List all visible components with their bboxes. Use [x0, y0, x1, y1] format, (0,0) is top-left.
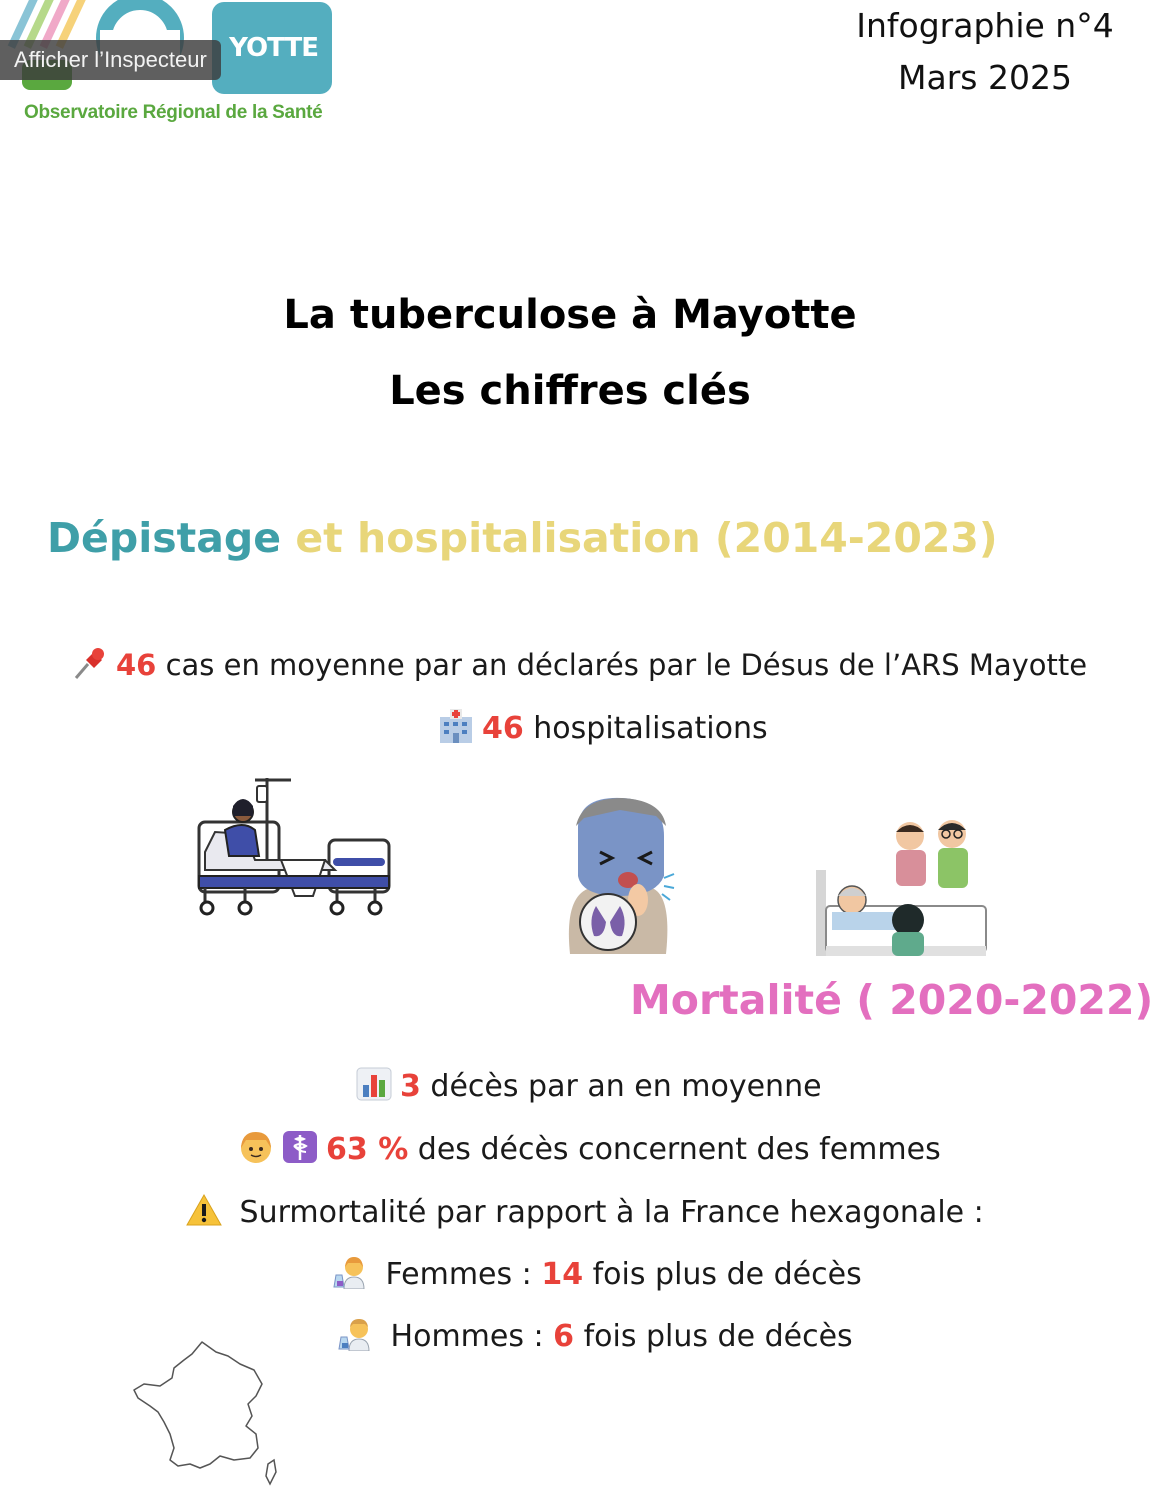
warning-icon	[186, 1193, 222, 1227]
fact-hospitalisations	[438, 709, 768, 749]
pushpin-icon	[72, 646, 108, 680]
section-title-part-teal: Dépistage	[47, 514, 282, 562]
fact-women-excess	[332, 1255, 862, 1295]
section-title-part-yellow: et hospitalisation (2014-2023)	[281, 514, 998, 562]
women-deaths-value: 63 %	[326, 1132, 409, 1167]
cases-value: 46	[116, 648, 157, 682]
section-title-screening	[47, 514, 998, 562]
fact-men-excess	[337, 1317, 853, 1357]
woman-scientist-icon	[332, 1255, 368, 1289]
deaths-value: 3	[400, 1069, 421, 1104]
fact-women-deaths	[238, 1130, 941, 1170]
show-inspector-button[interactable]: Afficher l’Inspecteur	[0, 40, 221, 80]
woman-icon	[238, 1130, 274, 1164]
hospital-text: hospitalisations	[523, 711, 768, 746]
page-title: La tuberculose à Mayotte	[283, 292, 857, 338]
family-visit-illustration	[812, 820, 988, 956]
medical-symbol-icon	[282, 1130, 318, 1164]
men-excess-text: fois plus de décès	[574, 1319, 853, 1354]
fact-excess-mortality	[186, 1193, 984, 1233]
man-scientist-icon	[337, 1317, 373, 1351]
women-excess-text: fois plus de décès	[583, 1257, 862, 1292]
bar-chart-icon	[356, 1067, 392, 1101]
infographic-header	[850, 0, 1120, 104]
deaths-text: décès par an en moyenne	[420, 1069, 822, 1104]
cases-text: cas en moyenne par an déclarés par le Désus de l’ARS Mayotte	[156, 648, 1088, 682]
men-excess-value: 6	[553, 1319, 575, 1354]
france-map-icon	[130, 1338, 282, 1488]
hospital-bed-illustration	[195, 772, 395, 920]
hospital-icon	[438, 709, 474, 743]
fact-deaths	[356, 1067, 822, 1107]
coughing-man-illustration	[560, 796, 678, 954]
page-subtitle: Les chiffres clés	[389, 368, 751, 414]
women-deaths-text: des décès concernent des femmes	[408, 1132, 941, 1167]
logo-badge: YOTTE	[212, 2, 332, 94]
hospital-value: 46	[482, 711, 524, 746]
men-excess-label: Hommes :	[381, 1319, 554, 1354]
excess-mortality-text: Surmortalité par rapport à la France hexagonale :	[230, 1195, 984, 1230]
fact-cases	[72, 645, 1087, 685]
logo-subtitle: Observatoire Régional de la Santé	[24, 102, 323, 123]
women-excess-label: Femmes :	[376, 1257, 542, 1292]
section-title-mortality: Mortalité ( 2020-2022)	[630, 976, 1154, 1024]
women-excess-value: 14	[541, 1257, 584, 1292]
ors-logo	[0, 0, 340, 135]
infographic-date: Mars 2025	[898, 58, 1072, 97]
infographic-number: Infographie n°4	[856, 6, 1114, 45]
